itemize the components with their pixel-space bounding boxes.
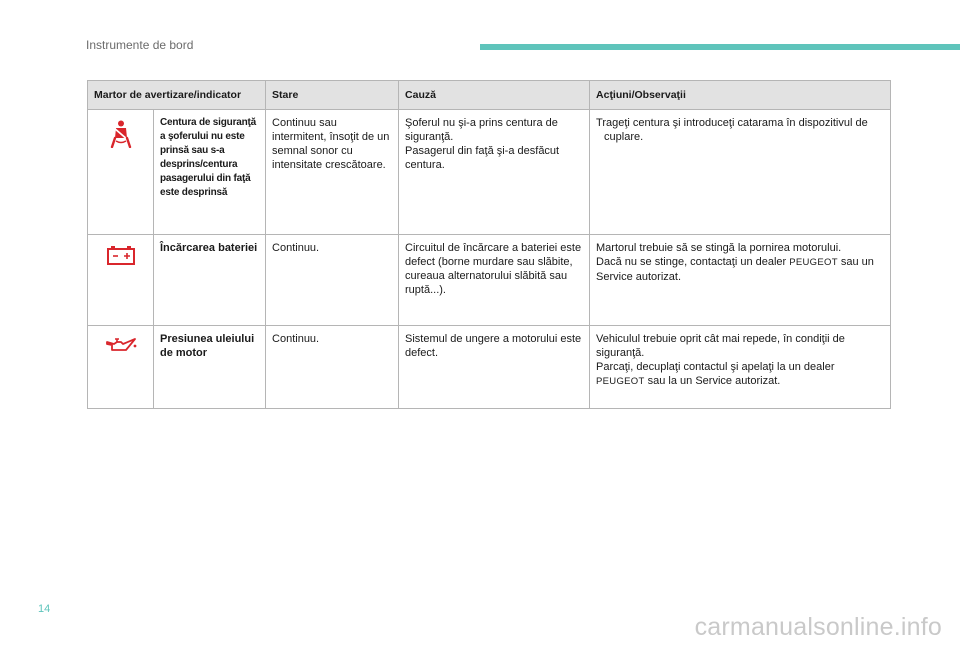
page-number: 14 [38, 603, 51, 615]
battery-charge-icon [106, 256, 136, 268]
state-cell: Continuu. [266, 326, 399, 409]
action-text: sau la un Service autorizat. [644, 375, 781, 387]
seatbelt-warning-icon [109, 139, 133, 151]
action-line [596, 360, 884, 389]
table-header-row [88, 81, 891, 110]
action-line: Martorul trebuie să se stingă la pornirea motorului. [596, 242, 842, 254]
action-line: Trageţi centura şi introduceţi catarama în dispozitivul de cuplare. [596, 117, 868, 143]
indicator-name: Încărcarea bateriei [154, 235, 266, 326]
action-line: Vehiculul trebuie oprit cât mai repede, în condiţii de siguranţă. [596, 333, 845, 359]
table-row [88, 110, 891, 235]
state-cell: Continuu sau intermitent, însoţit de un semnal sonor cu intensitate crescătoare. [266, 110, 399, 235]
warning-lights-table [87, 80, 891, 409]
header-indicator: Martor de avertizare/indicator [88, 81, 266, 110]
section-title: Instrumente de bord [86, 38, 194, 52]
oil-pressure-icon [104, 345, 138, 357]
indicator-name: Centura de siguranţă a şoferului nu este prinsă sau s-a desprins/centura pasagerului din faţă este desprinsă [154, 110, 266, 235]
action-text: Parcaţi, decuplaţi contactul şi apelaţi la un dealer [596, 361, 835, 373]
cause-line: Şoferul nu şi-a prins centura de siguranţă. [405, 117, 558, 143]
header-state: Stare [266, 81, 399, 110]
action-text: sau un Service autorizat. [596, 256, 874, 283]
brand-name: PEUGEOT [596, 376, 645, 387]
action-cell [590, 326, 891, 409]
action-cell [590, 110, 891, 235]
table-row [88, 326, 891, 409]
icon-cell [88, 235, 154, 326]
brand-name: PEUGEOT [789, 257, 838, 268]
state-cell: Continuu. [266, 235, 399, 326]
header-accent-bar [480, 44, 960, 50]
action-text: Dacă nu se stinge, contactaţi un dealer [596, 256, 790, 268]
indicator-name: Presiunea uleiului de motor [154, 326, 266, 409]
header-cause: Cauză [399, 81, 590, 110]
icon-cell [88, 110, 154, 235]
cause-cell: Circuitul de încărcare a bateriei este defect (borne murdare sau slăbite, cureaua alternatorului slăbită sau ruptă...). [399, 235, 590, 326]
watermark: carmanualsonline.info [694, 613, 942, 641]
table-row [88, 235, 891, 326]
cause-line: Pasagerul din faţă şi-a desfăcut centura. [405, 145, 560, 171]
cause-cell: Sistemul de ungere a motorului este defect. [399, 326, 590, 409]
icon-cell [88, 326, 154, 409]
header-actions: Acţiuni/Observaţii [590, 81, 891, 110]
action-cell [590, 235, 891, 326]
cause-cell [399, 110, 590, 235]
action-line [596, 255, 884, 284]
